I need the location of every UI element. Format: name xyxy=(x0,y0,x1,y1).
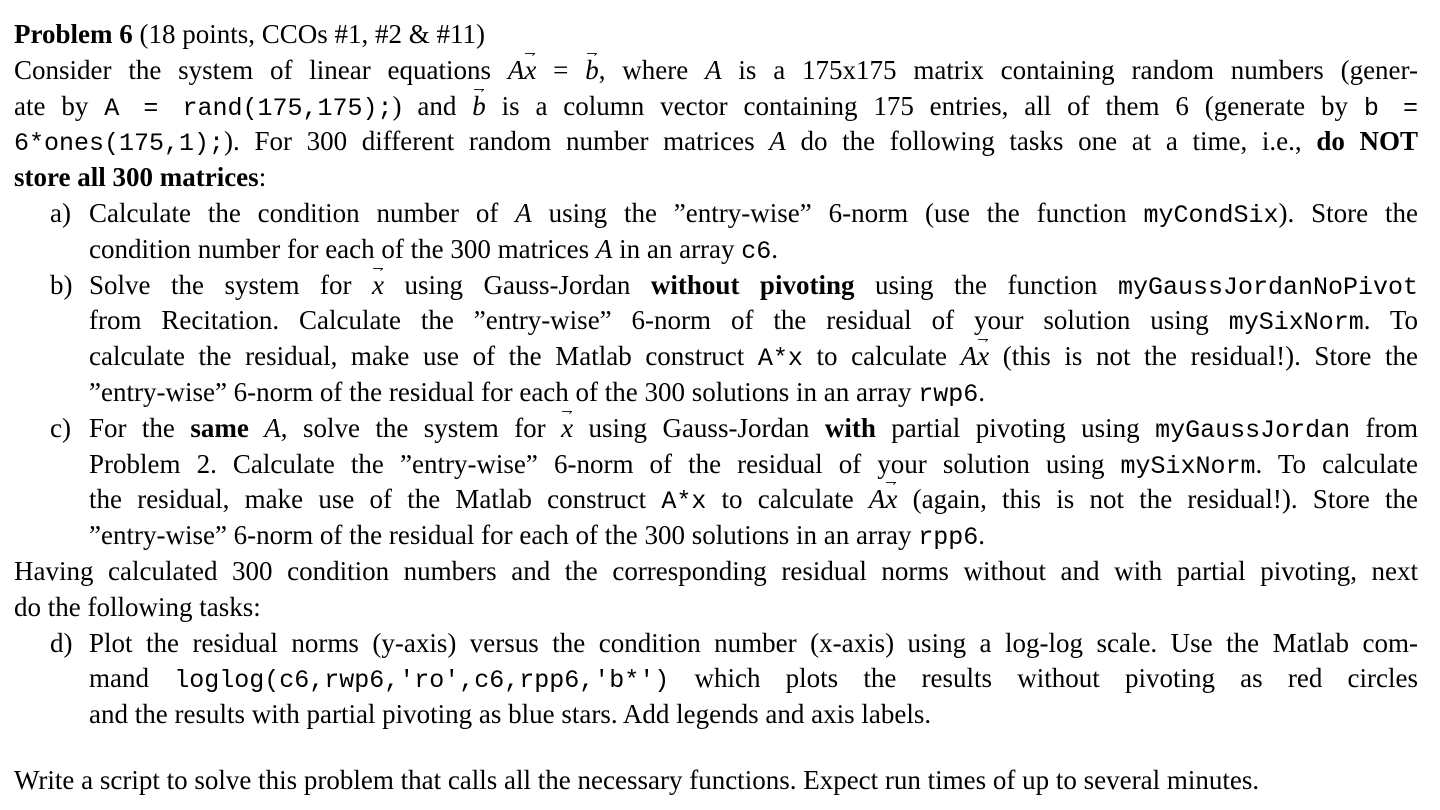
after-text: do the following tasks: xyxy=(14,591,261,622)
math-vec-x: → x xyxy=(977,339,989,375)
math-A: A xyxy=(960,341,978,372)
task-d-line-2 xyxy=(89,661,1418,697)
task-text: to calculate xyxy=(802,341,961,372)
task-d-line-3 xyxy=(89,697,1418,733)
task-text: to calculate xyxy=(706,484,869,515)
emphasis-store-all: store all 300 matrices xyxy=(14,162,259,193)
math-vec-x: → x xyxy=(524,53,536,89)
task-text: Solve the system for xyxy=(89,269,372,300)
code-mygaussjordan: myGaussJordan xyxy=(1155,415,1351,445)
task-text: using Gauss-Jordan xyxy=(383,269,651,300)
code-mysixnorm: mySixNorm xyxy=(1228,308,1364,338)
intro-line-2 xyxy=(14,89,1418,125)
task-c-line-1 xyxy=(89,411,1418,447)
math-A: A xyxy=(868,484,886,515)
problem-document xyxy=(14,17,1418,799)
task-text: . To calculate xyxy=(1255,448,1418,479)
intro-text: , where xyxy=(598,54,706,85)
emphasis-without-pivoting: without pivoting xyxy=(650,269,855,300)
code-ones: 6*ones(175,1); xyxy=(14,129,225,159)
task-text: ). Store the xyxy=(1278,197,1418,228)
after-line-1 xyxy=(14,554,1418,590)
task-text: For the xyxy=(89,412,191,443)
code-a-times-x: A*x xyxy=(757,344,803,374)
task-text: mand xyxy=(89,663,175,694)
task-a-line-1 xyxy=(89,196,1418,232)
task-text: ”entry-wise” 6-norm of the residual for each of the 300 solutions in an array xyxy=(89,376,919,407)
task-text: using Gauss-Jordan xyxy=(573,412,825,443)
task-b-line-1 xyxy=(89,268,1418,304)
task-b-line-3 xyxy=(89,339,1418,375)
math-vec-x: → x xyxy=(372,268,384,304)
task-label: b) xyxy=(50,269,73,300)
task-text: , solve the system for xyxy=(280,412,562,443)
task-text: . xyxy=(978,376,985,407)
intro-line-4 xyxy=(14,160,1418,196)
task-item-c xyxy=(14,411,1418,554)
task-text: which plots the results without pivoting as red circles xyxy=(669,663,1418,694)
intro-text: do the following tasks one at a time, i.e., xyxy=(785,126,1317,157)
code-c6: c6 xyxy=(741,236,772,266)
code-rwp6: rwp6 xyxy=(918,379,979,409)
task-text: Plot the residual norms (y-axis) versus the condition number (x-axis) using a log-log scale. Use the Matlab com- xyxy=(89,627,1418,658)
paragraph-gap xyxy=(14,733,1418,763)
after-text: Having calculated 300 condition numbers and the corresponding residual norms without and with partial pivoting, next xyxy=(14,555,1418,586)
task-text: and the results with partial pivoting as blue stars. Add legends and axis labels. xyxy=(89,699,932,730)
problem-title: Problem 6 xyxy=(14,19,133,49)
math-A: A xyxy=(705,54,722,85)
code-b-assign: b = xyxy=(1363,93,1418,123)
after-line-2 xyxy=(14,590,1418,626)
task-c-line-2 xyxy=(89,447,1418,483)
closing-text: Write a script to solve this problem that calls all the necessary functions. Expect run times of up to several minutes. xyxy=(14,764,1260,795)
task-text: Calculate the condition number of xyxy=(89,197,516,228)
task-text: condition number for each of the 300 matrices xyxy=(89,233,596,264)
task-text: using the ”entry-wise” 6-norm (use the function xyxy=(531,197,1144,228)
task-d-line-1 xyxy=(89,626,1418,662)
math-A: A xyxy=(769,126,786,157)
task-text: from xyxy=(1350,412,1418,443)
task-b-line-4 xyxy=(89,375,1418,411)
task-text: . xyxy=(771,233,779,264)
emphasis-with: with xyxy=(824,412,876,443)
task-text: the residual, make use of the Matlab construct xyxy=(89,484,662,515)
task-c-line-4 xyxy=(89,518,1418,554)
intro-text: ). For 300 different random number matrices xyxy=(224,126,770,157)
code-mysixnorm: mySixNorm xyxy=(1120,451,1256,481)
task-c-line-3 xyxy=(89,482,1418,518)
intro-text: ) and xyxy=(392,90,473,121)
intro-text: is a 175x175 matrix containing random numbers (gener- xyxy=(721,54,1418,85)
math-A: A xyxy=(264,412,281,443)
task-text: partial pivoting using xyxy=(875,412,1156,443)
task-text: ”entry-wise” 6-norm of the residual for each of the 300 solutions in an array xyxy=(89,520,919,551)
math-equals: = xyxy=(536,54,586,85)
task-b-line-2 xyxy=(89,303,1418,339)
problem-points: (18 points, CCOs #1, #2 & #11) xyxy=(139,19,485,49)
task-text: . To xyxy=(1363,305,1418,336)
math-A: A xyxy=(507,54,525,85)
task-text: . xyxy=(978,520,985,551)
intro-text: Consider the system of linear equations xyxy=(14,54,508,85)
code-loglog: loglog(c6,rwp6,'ro',c6,rpp6,'b*') xyxy=(174,666,670,696)
task-item-b xyxy=(14,268,1418,411)
task-text: using the function xyxy=(854,269,1118,300)
code-a-times-x: A*x xyxy=(661,487,707,517)
task-text: (this is not the residual!). Store the xyxy=(989,341,1418,372)
emphasis-same: same xyxy=(190,412,249,443)
code-mycondsix: myCondSix xyxy=(1143,200,1279,230)
math-A: A xyxy=(515,197,532,228)
code-mygaussjordannopivot: myGaussJordanNoPivot xyxy=(1117,272,1418,302)
task-text: calculate the residual, make use of the Matlab construct xyxy=(89,341,758,372)
intro-line-3 xyxy=(14,124,1418,160)
code-rand: A = rand(175,175); xyxy=(104,93,393,123)
problem-heading xyxy=(14,17,1418,53)
task-label: d) xyxy=(50,627,73,658)
intro-text: : xyxy=(258,162,267,193)
math-vec-b: → b xyxy=(585,53,599,89)
task-item-d xyxy=(14,626,1418,733)
math-vec-b: → b xyxy=(472,89,486,125)
task-text: (again, this is not the residual!). Store the xyxy=(897,484,1418,515)
math-vec-x: → x xyxy=(561,411,573,447)
closing-line xyxy=(14,763,1418,799)
task-text: in an array xyxy=(612,233,742,264)
task-item-a xyxy=(14,196,1418,268)
intro-text: ate by xyxy=(14,90,105,121)
task-text: Problem 2. Calculate the ”entry-wise” 6-norm of the residual of your solution using xyxy=(89,448,1121,479)
emphasis-do-not: do NOT xyxy=(1316,126,1418,157)
intro-line-1 xyxy=(14,53,1418,89)
math-vec-x: → x xyxy=(885,482,897,518)
intro-text: is a column vector containing 175 entries, all of them 6 (generate by xyxy=(485,90,1364,121)
math-A: A xyxy=(595,233,613,264)
task-a-line-2 xyxy=(89,232,1418,268)
task-label: c) xyxy=(50,412,71,443)
task-label: a) xyxy=(50,197,71,228)
task-text: from Recitation. Calculate the ”entry-wise” 6-norm of the residual of your solution using xyxy=(89,305,1229,336)
code-rpp6: rpp6 xyxy=(918,523,979,553)
